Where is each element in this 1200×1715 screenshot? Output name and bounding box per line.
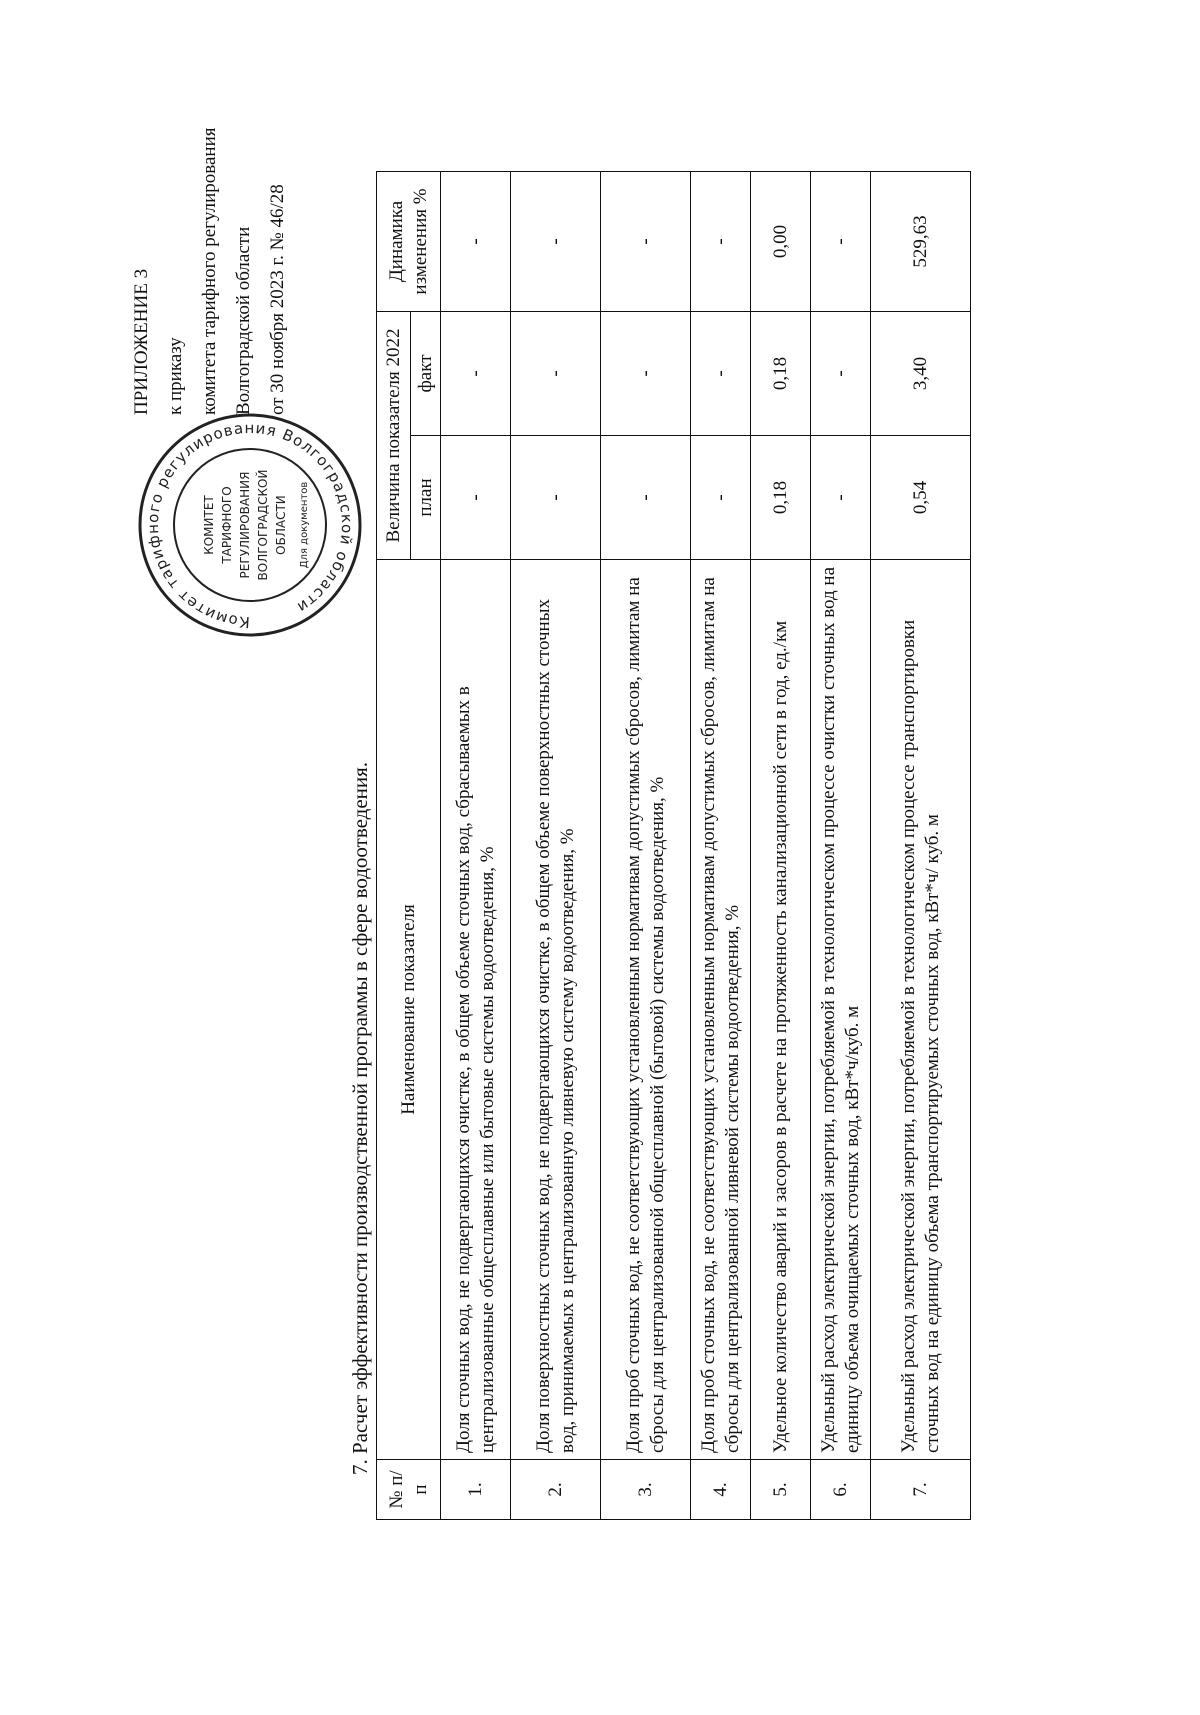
row-dynamics: - [691, 172, 751, 312]
table-row [751, 172, 811, 1520]
table-header-row [377, 172, 411, 1520]
stamp-seal-icon [135, 410, 365, 640]
table-row [441, 172, 511, 1520]
row-plan: 0,54 [871, 436, 971, 560]
appendix-order-ref: к приказу [165, 337, 186, 415]
section-title: 7. Расчет эффективности производственной программы в сфере водоотведения. [348, 761, 372, 1475]
stamp-bottom-text: Для документов [299, 481, 310, 569]
row-num: 5. [751, 1460, 811, 1520]
row-name: Доля сточных вод, не подвергающихся очистке, в общем объеме сточных вод, сбрасываемых в централизованные общесплавные или бытовые системы водоотведения, % [441, 560, 511, 1460]
header-fact: факт [411, 312, 441, 436]
stamp-center-line-1: КОМИТЕТ [202, 495, 216, 555]
row-dynamics: - [601, 172, 691, 312]
row-plan: - [691, 436, 751, 560]
official-stamp [135, 410, 365, 640]
row-dynamics: - [441, 172, 511, 312]
row-fact: - [811, 312, 871, 436]
row-fact: - [691, 312, 751, 436]
row-fact: - [601, 312, 691, 436]
table-row [511, 172, 601, 1520]
header-value-group: Величина показателя 2022 [377, 312, 411, 560]
row-num: 1. [441, 1460, 511, 1520]
header-num: № п/п [377, 1460, 441, 1520]
row-plan: - [441, 436, 511, 560]
row-name: Удельное количество аварий и засоров в расчете на протяженность канализационной сети в год, ед./км [751, 560, 811, 1460]
appendix-committee: комитета тарифного регулирования [199, 127, 220, 415]
header-dynamics: Динамика изменения % [377, 172, 441, 312]
row-plan: - [811, 436, 871, 560]
table-row [601, 172, 691, 1520]
row-plan: 0,18 [751, 436, 811, 560]
header-name: Наименование показателя [377, 560, 441, 1460]
row-dynamics: 529,63 [871, 172, 971, 312]
stamp-ring-text: Комитет тарифного регулирования Волгоградской области [143, 418, 357, 632]
stamp-center-line-5: ОБЛАСТИ [274, 495, 288, 555]
row-fact: 0,18 [751, 312, 811, 436]
efficiency-table [376, 171, 971, 1520]
appendix-header [125, 127, 295, 415]
table-row [871, 172, 971, 1520]
row-name: Доля проб сточных вод, не соответствующих установленным нормативам допустимых сбросов, лимитам на сбросы для централизованной общесплавной (бытовой) системы водоотведения, % [601, 560, 691, 1460]
row-fact: - [511, 312, 601, 436]
header-plan: план [411, 436, 441, 560]
stamp-center-line-4: ВОЛГОГРАДСКОЙ [256, 469, 270, 581]
row-dynamics: 0,00 [751, 172, 811, 312]
row-fact: 3,40 [871, 312, 971, 436]
row-name: Удельный расход электрической энергии, потребляемой в технологическом процессе транспортировки сточных вод на единицу объема транспортируемых сточных вод, кВт*ч/ куб. м [871, 560, 971, 1460]
row-num: 2. [511, 1460, 601, 1520]
row-dynamics: - [511, 172, 601, 312]
table-row [691, 172, 751, 1520]
row-name: Доля поверхностных сточных вод, не подвергающихся очистке, в общем объеме поверхностных сточных вод, принимаемых в централизованную ливневую систему водоотведения, % [511, 560, 601, 1460]
row-name: Доля проб сточных вод, не соответствующих установленным нормативам допустимых сбросов, лимитам на сбросы для централизованной ливневой системы водоотведения, % [691, 560, 751, 1460]
row-plan: - [511, 436, 601, 560]
row-num: 6. [811, 1460, 871, 1520]
stamp-center-line-2: ТАРИФНОГО [220, 486, 234, 564]
appendix-date-number: от 30 ноября 2023 г. № 46/28 [267, 184, 288, 415]
appendix-region: Волгоградской области [233, 226, 254, 415]
row-fact: - [441, 312, 511, 436]
row-dynamics: - [811, 172, 871, 312]
row-num: 4. [691, 1460, 751, 1520]
table-row [811, 172, 871, 1520]
row-plan: - [601, 436, 691, 560]
rotated-page [80, 120, 1040, 1680]
row-name: Удельный расход электрической энергии, потребляемой в технологическом процессе очистки сточных вод на единицу объема очищаемых сточных вод, кВт*ч/куб. м [811, 560, 871, 1460]
appendix-title: ПРИЛОЖЕНИЕ 3 [131, 268, 152, 415]
stamp-center-line-3: РЕГУЛИРОВАНИЯ [238, 471, 252, 579]
row-num: 7. [871, 1460, 971, 1520]
row-num: 3. [601, 1460, 691, 1520]
